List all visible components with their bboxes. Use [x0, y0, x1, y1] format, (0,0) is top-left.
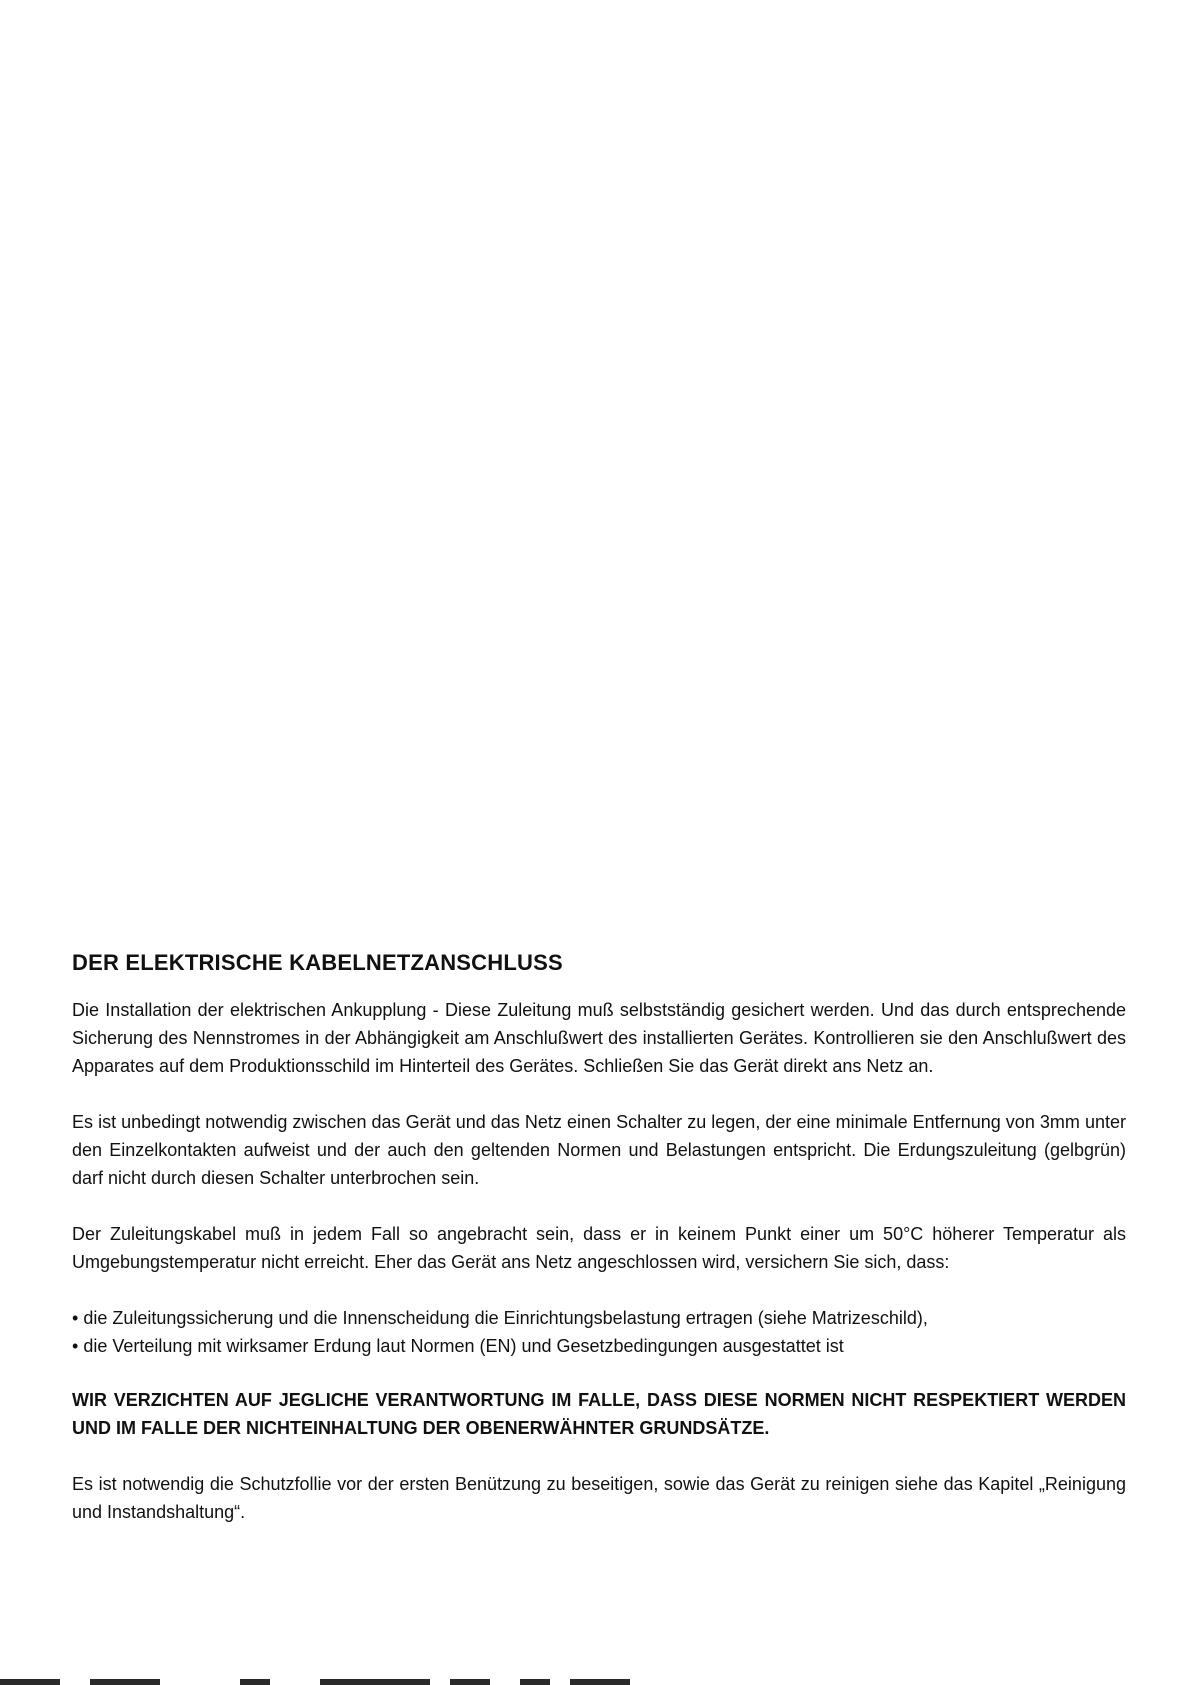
- paragraph-cable: Der Zuleitungskabel muß in jedem Fall so angebracht sein, dass er in keinem Punkt einer um 50°C höherer Temperatur als Umgebungstemperatur nicht erreicht. Eher das Gerät ans Netz angeschlossen wird, versichern Sie sich, dass:: [72, 1224, 1126, 1272]
- paragraph-installation: Die Installation der elektrischen Ankupplung - Diese Zuleitung muß selbstständig gesichert werden. Und das durch entsprechende Sicherung des Nennstromes in der Abhängigkeit am Anschlußwert des installierten Gerätes. Kontrollieren sie den Anschlußwert des Apparates auf dem Produktionsschild im Hinterteil des Gerätes. Schließen Sie das Gerät direkt ans Netz an.: [72, 1000, 1126, 1076]
- footer-mark: [240, 1679, 270, 1685]
- footer-mark: [520, 1679, 550, 1685]
- liability-warning: WIR VERZICHTEN AUF JEGLICHE VERANTWORTUNG IM FALLE, DASS DIESE NORMEN NICHT RESPEKTIERT WERDEN UND IM FALLE DER NICHTEINHALTUNG DER OBENERWÄHNTER GRUNDSÄTZE.: [72, 1390, 1126, 1438]
- paragraph-closing: Es ist notwendig die Schutzfollie vor der ersten Benützung zu beseitigen, sowie das Gerät zu reinigen siehe das Kapitel „Reinigung und Instandshaltung“.: [72, 1474, 1126, 1522]
- footer-mark: [90, 1679, 160, 1685]
- cropped-footer-line: [0, 1675, 1192, 1685]
- footer-mark: [570, 1679, 630, 1685]
- section-heading: DER ELEKTRISCHE KABELNETZANSCHLUSS: [72, 950, 563, 975]
- footer-mark: [320, 1679, 430, 1685]
- paragraph-switch: Es ist unbedingt notwendig zwischen das Gerät und das Netz einen Schalter zu legen, der eine minimale Entfernung von 3mm unter den Einzelkontakten aufweist und der auch den geltenden Normen und Belastungen entspricht. Die Erdungszuleitung (gelbgrün) darf nicht durch diesen Schalter unterbrochen sein.: [72, 1112, 1126, 1188]
- document-content: [72, 950, 1126, 1554]
- list-item: • die Verteilung mit wirksamer Erdung laut Normen (EN) und Gesetzbedingungen ausgestattet ist: [72, 1332, 1126, 1360]
- list-item: • die Zuleitungssicherung und die Innenscheidung die Einrichtungsbelastung ertragen (siehe Matrizeschild),: [72, 1304, 1126, 1332]
- footer-mark: [0, 1679, 60, 1685]
- footer-mark: [450, 1679, 490, 1685]
- requirements-list: [72, 1304, 1126, 1360]
